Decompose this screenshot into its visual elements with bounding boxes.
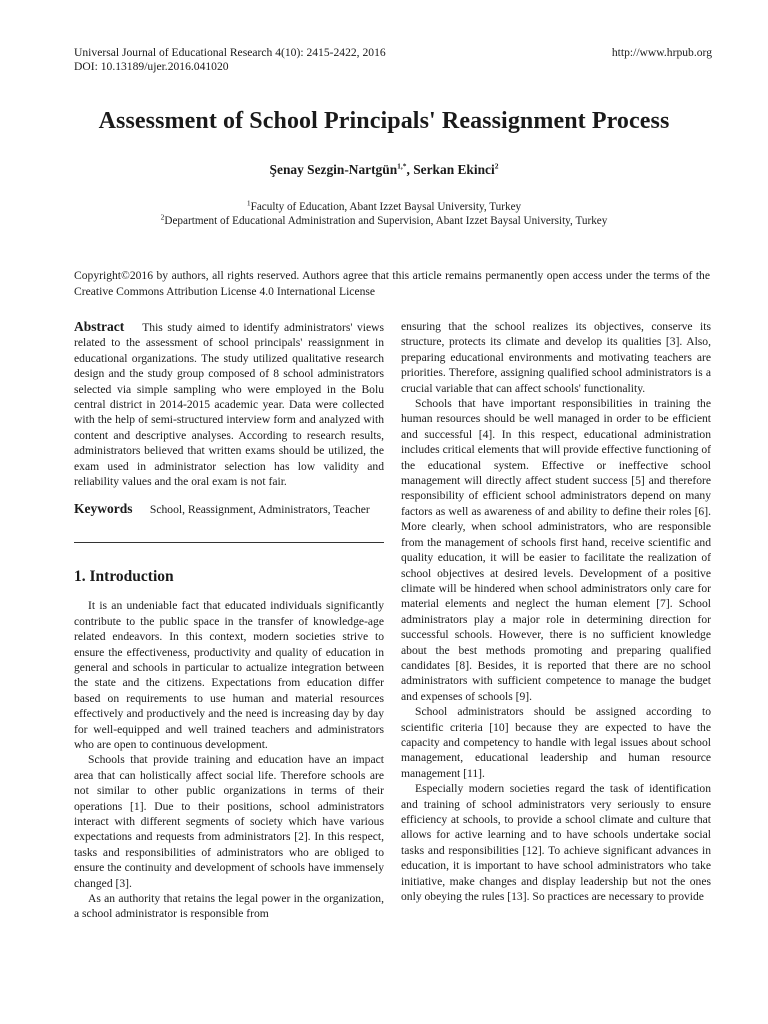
body-paragraph: It is an undeniable fact that educated individuals significantly contribute to the public space in the transfer of knowledge-age related endeavors. In this context, modern societies strive to ensure the effectiveness, productivity and quality of education in general and schools in particular to actualize integration between the state and the citizens. Expectations from education differ based on requirements to use human and material resources effectively and productively and the need is increasing day by day for well-equipped and well trained teachers and administrators who are open to continuous development.	[74, 599, 384, 751]
author-separator: ,	[406, 162, 414, 177]
affiliation-text: Faculty of Education, Abant Izzet Baysal University, Turkey	[250, 201, 522, 213]
body-paragraph: ensuring that the school realizes its objectives, conserve its structure, protects its climate and develop its qualities [3]. Also, preparing educational environments and motivating teachers are priorities. Therefore, assigning qualified school administrators is a crucial variable that can affect schools' functionality.	[401, 320, 711, 395]
copyright-notice: Copyright©2016 by authors, all rights reserved. Authors agree that this article remains permanently open access under the terms of the Creative Commons Attribution License 4.0 International License	[74, 269, 710, 298]
right-column	[401, 319, 711, 904]
journal-citation: Universal Journal of Educational Research 4(10): 2415-2422, 2016	[74, 46, 386, 59]
body-paragraph: School administrators should be assigned according to scientific criteria [10] because they are expected to have the capacity and competency to handle with legal issues about school management, educational leadership and human resource management [11].	[401, 705, 711, 780]
section-divider	[74, 542, 384, 543]
paper-title: Assessment of School Principals' Reassignment Process	[98, 108, 670, 134]
body-paragraph: As an authority that retains the legal power in the organization, a school administrator is responsible from	[74, 892, 384, 921]
doi: DOI: 10.13189/ujer.2016.041020	[74, 60, 229, 73]
journal-url[interactable]: http://www.hrpub.org	[611, 46, 712, 59]
affiliation-mark: 1	[246, 198, 251, 208]
abstract-label: Abstract	[74, 319, 125, 334]
body-paragraph: Especially modern societies regard the task of identification and training of school administrators very seriously to ensure efficiency at schools, to provide a school climate and culture that allows for active learning and to have schools undertake social tasks and responsibilities [12]. To achieve significant advances in education, it is important to have school administrators who take initiative, make changes and display leadership but not the ones only obeying the rules [13]. So practices are necessary to provide	[401, 782, 711, 904]
author-name: Şenay Sezgin-Nartgün	[269, 162, 398, 177]
body-paragraph: Schools that have important responsibilities in training the human resources should be well managed in order to be efficient and successful [4]. In this respect, educational administration includes critical elements that will provide effective functioning of the educational system. Effective or ineffective school management will directly affect student success [5] and therefore responsibility of efficient school administrators depend on many factors as well as awareness of and ability to define their roles [6]. More clearly, when school administrators, who are responsible from the management of schools first hand, receive scientific and quality education, it will be easier to facilitate the realization of school objectives at desired levels. Development of a positive climate will be hindered when school administrators only care for material elements and neglect the human element [7]. School administrators play a major role in determining direction for successful schools. However, there is no sufficient knowledge about the best methods promoting and preparing qualified candidates [8]. Besides, it is reported that there are no school administrators with sufficient competence to manage the budget and expenses of schools [9].	[401, 397, 711, 703]
abstract	[74, 319, 384, 489]
author-affiliation-mark: 2	[494, 161, 499, 171]
journal-header	[74, 46, 386, 74]
affiliation-text: Department of Educational Administration and Supervision, Abant Izzet Baysal University, Turkey	[164, 215, 608, 227]
author-list	[0, 162, 768, 178]
keywords-text: School, Reassignment, Administrators, Teacher	[149, 503, 370, 517]
author-name: Serkan Ekinci	[413, 162, 495, 177]
left-column	[74, 319, 384, 922]
affiliation-mark: 2	[160, 212, 165, 222]
abstract-text: This study aimed to identify administrators' views related to the assessment of school principals' reassignment in educational organizations. The study utilized qualitative research design and the study group composed of 8 school administrators selected via simple sampling who were employed in the Bolu central district in 2014-2015 academic year. Data were collected with the help of semi-structured interview form and analyzed with content and descriptive analyses. According to research results, administrators believed that written exams should be utilized, the exam used in administrator selection has low validity and reliability values and the oral exam is not fair.	[74, 321, 385, 489]
keywords-label: Keywords	[74, 501, 133, 517]
author-affiliation-mark: 1,*	[397, 161, 407, 171]
keywords	[74, 501, 384, 517]
section-heading: 1. Introduction	[74, 567, 174, 585]
affiliation	[0, 214, 768, 228]
body-paragraph: Schools that provide training and education have an impact area that can holistically affect social life. Therefore schools are not similar to other public organizations in terms of their operations [1]. Due to their positions, school administrators interact with different segments of society which have various expectations and requests from administrators [2]. In this respect, tasks and responsibilities of administrators who are obliged to ensure the continuity and development of schools have immensely changed [3].	[74, 753, 384, 890]
affiliation	[0, 200, 768, 214]
